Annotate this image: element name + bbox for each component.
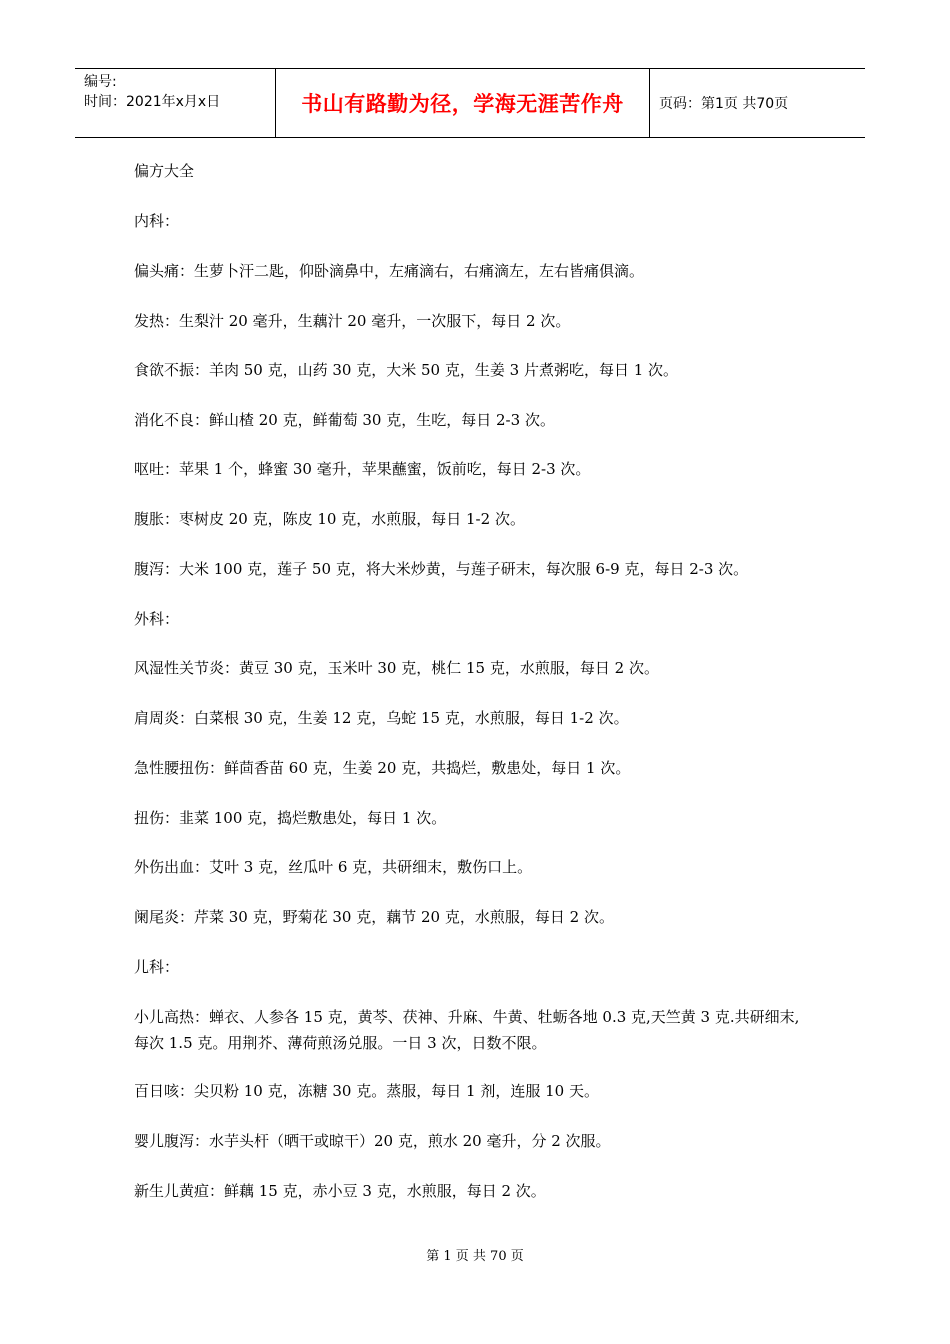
remedy-paragraph: 扭伤：韭菜 100 克，捣烂敷患处，每日 1 次。 — [134, 809, 447, 827]
remedy-paragraph: 腹胀：枣树皮 20 克，陈皮 10 克，水煎服，每日 1-2 次。 — [134, 510, 525, 528]
remedy-paragraph: 百日咳：尖贝粉 10 克，冻糖 30 克。蒸服，每日 1 剂，连服 10 天。 — [134, 1082, 599, 1100]
header-meta — [75, 69, 275, 137]
remedy-paragraph: 急性腰扭伤：鲜茴香苗 60 克，生姜 20 克，共捣烂，敷患处，每日 1 次。 — [134, 759, 631, 777]
remedy-paragraph: 食欲不振：羊肉 50 克，山药 30 克，大米 50 克，生姜 3 片煮粥吃，每日 1 次。 — [134, 361, 679, 379]
remedy-paragraph: 风湿性关节炎：黄豆 30 克，玉米叶 30 克，桃仁 15 克，水煎服，每日 2 次。 — [134, 659, 659, 677]
header-table — [75, 68, 865, 138]
page-info: 页码：第1页 共70页 — [659, 96, 789, 112]
section-heading-internal: 内科： — [134, 212, 180, 230]
remedy-paragraph: 呕吐：苹果 1 个，蜂蜜 30 毫升，苹果蘸蜜，饭前吃，每日 2-3 次。 — [134, 460, 591, 478]
remedy-paragraph: 外伤出血：艾叶 3 克，丝瓜叶 6 克，共研细末，敷伤口上。 — [134, 858, 533, 876]
time-label: 时间：2021年x月x日 — [84, 94, 221, 110]
section-heading-pediatrics: 儿科： — [134, 958, 180, 976]
header-page-cell — [650, 69, 865, 137]
number-label: 编号: — [84, 74, 117, 90]
remedy-paragraph: 婴儿腹泻：水芋头杆（晒干或晾干）20 克，煎水 20 毫升，分 2 次服。 — [134, 1132, 611, 1150]
page-footer: 第 1 页 共 70 页 — [426, 1249, 524, 1264]
header-motto-cell — [275, 69, 650, 137]
remedy-paragraph: 发热：生梨汁 20 毫升，生藕汁 20 毫升，一次服下，每日 2 次。 — [134, 312, 571, 330]
remedy-paragraph: 腹泻：大米 100 克，莲子 50 克，将大米炒黄，与莲子研末，每次服 6-9 克，每日 2-3 次。 — [134, 560, 749, 578]
section-heading-surgery: 外科： — [134, 610, 180, 628]
remedy-paragraph: 阑尾炎：芹菜 30 克，野菊花 30 克，藕节 20 克，水煎服，每日 2 次。 — [134, 908, 614, 926]
remedy-paragraph: 肩周炎：白菜根 30 克，生姜 12 克，乌蛇 15 克，水煎服，每日 1-2 次。 — [134, 709, 629, 727]
remedy-paragraph: 新生儿黄疸：鲜藕 15 克，赤小豆 3 克，水煎服，每日 2 次。 — [134, 1182, 546, 1200]
remedy-paragraph: 偏头痛：生萝卜汗二匙，仰卧滴鼻中，左痛滴右，右痛滴左，左右皆痛俱滴。 — [134, 262, 645, 280]
remedy-paragraph: 消化不良：鲜山楂 20 克，鲜葡萄 30 克，生吃，每日 2-3 次。 — [134, 411, 555, 429]
remedy-paragraph: 小儿高热：蝉衣、人参各 15 克，黄芩、茯神、升麻、牛黄、牡蛎各地 0.3 克,天竺黄 3 克.共研细末,每次 1.5 克。用荆芥、薄荷煎汤兑服。一日 3 次，日数不限。 — [134, 1008, 800, 1052]
motto: 书山有路勤为径，学海无涯苦作舟 — [301, 92, 624, 116]
document-title: 偏方大全 — [134, 162, 195, 180]
